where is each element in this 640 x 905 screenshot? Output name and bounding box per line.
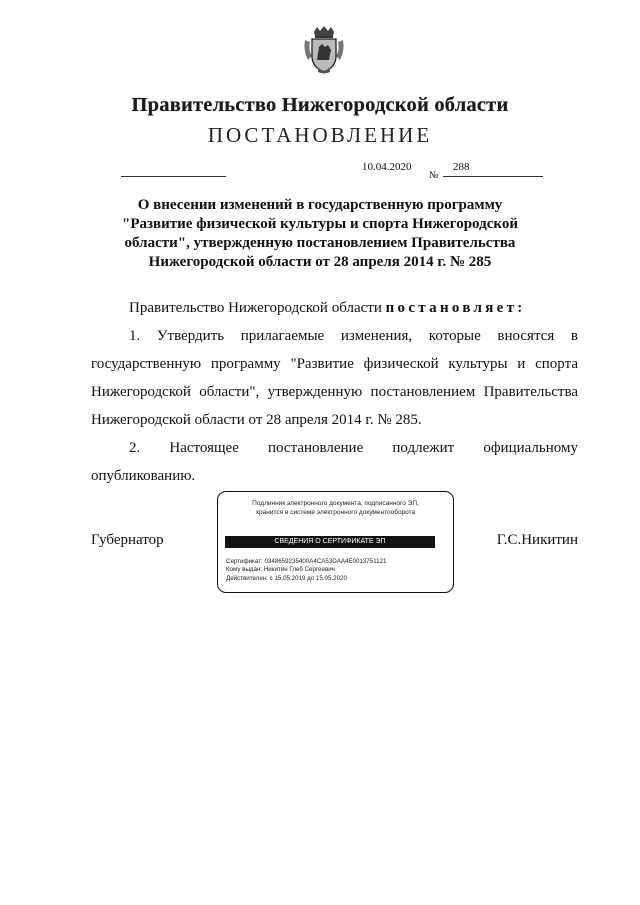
- item-2-paragraph: [91, 434, 578, 490]
- item-2-last-line: опубликованию.: [91, 468, 196, 484]
- item-1-line: государственную программу "Развитие физической культуры и спорта: [91, 356, 578, 372]
- organization-name: Правительство Нижегородской области: [131, 94, 509, 116]
- title-line: "Развитие физической культуры и спорта Нижегородской: [122, 216, 518, 232]
- certificate-number: Сертификат: 0348659235400A4CA53DAA4E0013751121: [226, 558, 387, 565]
- item-1-last-line: Нижегородской области от 28 апреля 2014 г. № 285.: [91, 412, 422, 428]
- title-line: О внесении изменений в государственную программу: [137, 197, 503, 213]
- item-1-line: 1. Утвердить прилагаемые изменения, которые вносятся в: [129, 328, 578, 344]
- intro-paragraph: [91, 294, 578, 322]
- signatory-name: Г.С.Никитин: [496, 532, 578, 548]
- certificate-info: [226, 558, 387, 583]
- signatory-position: Губернатор: [91, 532, 164, 548]
- intro-text: Правительство Нижегородской области: [129, 300, 386, 316]
- coat-of-arms-icon: [302, 26, 346, 76]
- certificate-info-header: СВЕДЕНИЯ О СЕРТИФИКАТЕ ЭП: [225, 536, 435, 548]
- number-field-line: [443, 176, 543, 177]
- signature-note-line: Подлинник электронного документа, подписанного ЭП,: [252, 500, 419, 507]
- document-date: 10.04.2020: [362, 161, 412, 173]
- date-field-line-left: [121, 176, 226, 177]
- title-line: Нижегородской области от 28 апреля 2014 г. № 285: [148, 254, 492, 270]
- electronic-signature-stamp: [217, 491, 454, 593]
- certificate-owner: Кому выдан: Никитин Глеб Сергеевич: [226, 566, 335, 574]
- intro-emphasis: постановляет:: [385, 300, 526, 316]
- document-type: ПОСТАНОВЛЕНИЕ: [207, 123, 433, 147]
- document-title: [100, 196, 540, 272]
- signature-note: [218, 499, 453, 517]
- item-2-line: 2. Настоящее постановление подлежит официальному: [129, 440, 578, 456]
- title-line: области", утвержденную постановлением Правительства: [124, 235, 516, 251]
- signature-note-line: хранится в системе электронного документооборота: [255, 509, 416, 516]
- item-1-paragraph: [91, 322, 578, 434]
- document-body: [91, 294, 578, 490]
- certificate-validity: Действителен: с 15.05.2019 до 15.05.2020: [226, 574, 347, 582]
- document-number: 288: [453, 161, 470, 173]
- number-sign: №: [429, 170, 439, 181]
- item-1-line: Нижегородской области", утвержденную постановлением Правительства: [91, 384, 578, 400]
